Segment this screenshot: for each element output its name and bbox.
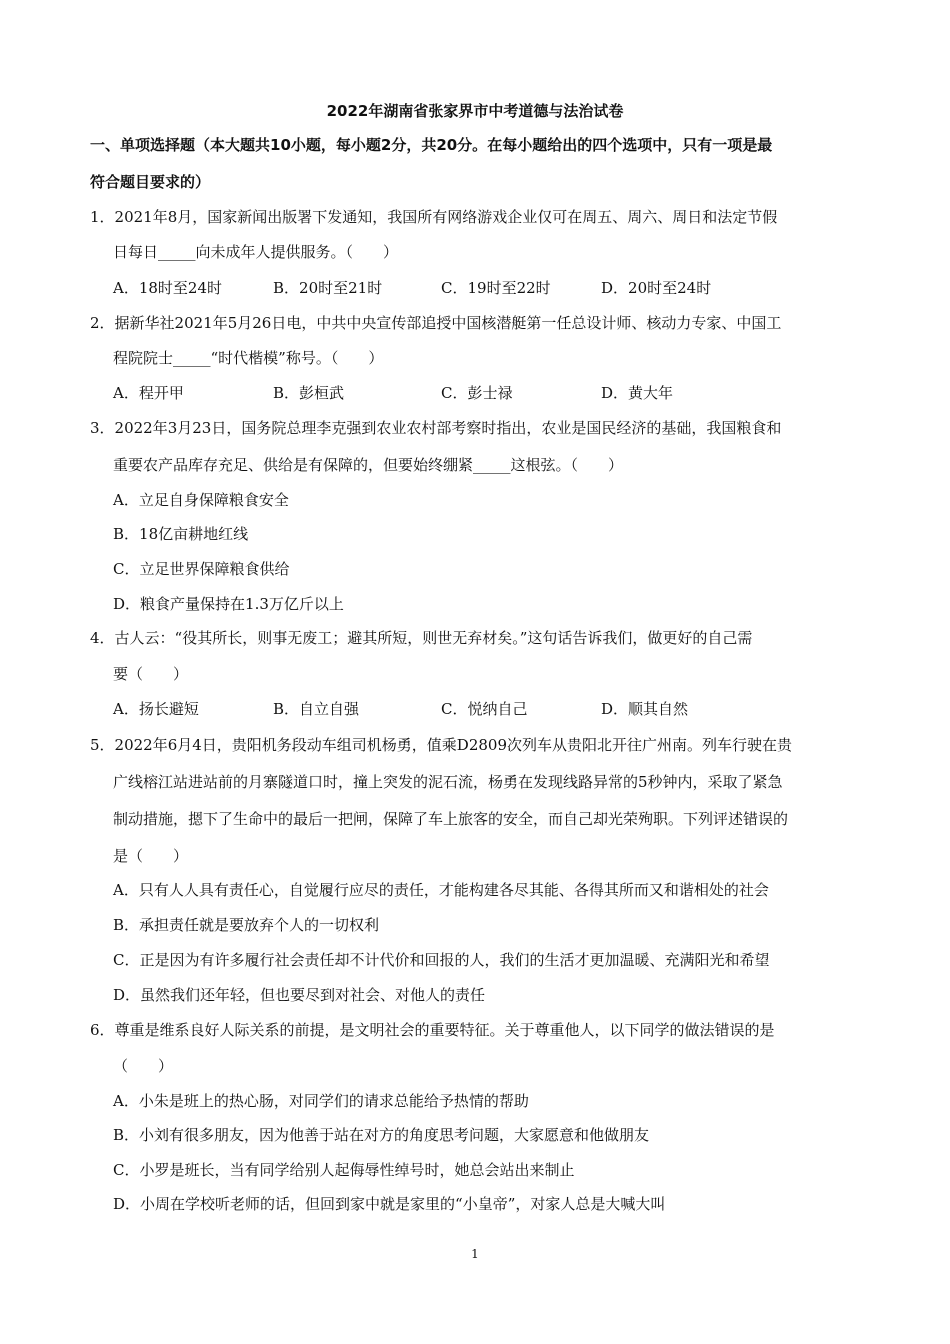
question-5-stem-cont-3: 是（ ） (113, 847, 189, 865)
section-heading: 一、单项选择题（本大题共10小题，每小题2分，共20分。在每小题给出的四个选项中，只有一项是最 (90, 136, 773, 154)
question-1-stem-cont: 日每日_____向未成年人提供服务。（ ） (113, 243, 399, 261)
question-6-option-c: C．小罗是班长，当有同学给别人起侮辱性绰号时，她总会站出来制止 (113, 1161, 575, 1179)
question-1-option-a: A．18时至24时 (113, 279, 223, 297)
section-heading-cont: 符合题目要求的） (90, 173, 211, 191)
question-1-option-c: C．19时至22时 (441, 279, 551, 297)
question-6-option-a: A．小朱是班上的热心肠，对同学们的请求总能给予热情的帮助 (113, 1092, 529, 1110)
question-3-option-a: A．立足自身保障粮食安全 (113, 491, 289, 509)
question-6-stem-cont: （ ） (113, 1057, 174, 1075)
question-2-option-b: B．彭桓武 (273, 384, 345, 402)
question-5-stem: 5．2022年6月4日，贵阳机务段动车组司机杨勇，值乘D2809次列车从贵阳北开往广州南。列车行驶在贵 (90, 736, 793, 754)
question-3-option-c: C．立足世界保障粮食供给 (113, 560, 290, 578)
question-1-stem: 1．2021年8月，国家新闻出版署下发通知，我国所有网络游戏企业仅可在周五、周六、周日和法定节假 (90, 208, 778, 226)
question-6-option-d: D．小周在学校听老师的话，但回到家中就是家里的“小皇帝”，对家人总是大喊大叫 (113, 1195, 666, 1213)
question-5-option-a: A．只有人人具有责任心，自觉履行应尽的责任，才能构建各尽其能、各得其所而又和谐相处的社会 (113, 881, 769, 899)
question-6-stem: 6．尊重是维系良好人际关系的前提，是文明社会的重要特征。关于尊重他人，以下同学的做法错误的是 (90, 1021, 775, 1039)
question-5-option-b: B．承担责任就是要放弃个人的一切权利 (113, 916, 380, 934)
question-2-stem-cont: 程院院士_____“时代楷模”称号。（ ） (113, 349, 384, 367)
question-2-option-c: C．彭士禄 (441, 384, 513, 402)
question-2-stem: 2．据新华社2021年5月26日电，中共中央宣传部追授中国核潜艇第一任总设计师、核动力专家、中国工 (90, 314, 782, 332)
question-5-option-d: D．虽然我们还年轻，但也要尽到对社会、对他人的责任 (113, 986, 486, 1004)
question-4-stem-cont: 要（ ） (113, 665, 189, 683)
page-number: 1 (471, 1247, 479, 1261)
question-4-stem: 4．古人云：“役其所长，则事无废工；避其所短，则世无弃材矣。”这句话告诉我们，做更好的自己需 (90, 629, 753, 647)
question-4-option-d: D．顺其自然 (601, 700, 689, 718)
question-3-option-d: D．粮食产量保持在1.3万亿斤以上 (113, 595, 344, 613)
exam-title: 2022年湖南省张家界市中考道德与法治试卷 (326, 102, 624, 120)
question-5-stem-cont-2: 制动措施，摁下了生命中的最后一把闸，保障了车上旅客的安全，而自己却光荣殉职。下列评述错误的 (113, 810, 789, 828)
question-3-stem-cont: 重要农产品库存充足、供给是有保障的，但要始终绷紧_____这根弦。（ ） (113, 456, 624, 474)
question-4-option-b: B．自立自强 (273, 700, 360, 718)
question-4-option-c: C．悦纳自己 (441, 700, 528, 718)
question-3-option-b: B．18亿亩耕地红线 (113, 525, 249, 543)
question-4-option-a: A．扬长避短 (113, 700, 199, 718)
question-1-option-d: D．20时至24时 (601, 279, 712, 297)
question-2-option-d: D．黄大年 (601, 384, 674, 402)
question-2-option-a: A．程开甲 (113, 384, 184, 402)
question-5-option-c: C．正是因为有许多履行社会责任却不计代价和回报的人，我们的生活才更加温暖、充满阳光和希望 (113, 951, 770, 969)
question-3-stem: 3．2022年3月23日，国务院总理李克强到农业农村部考察时指出，农业是国民经济的基础，我国粮食和 (90, 419, 782, 437)
question-1-option-b: B．20时至21时 (273, 279, 383, 297)
question-5-stem-cont-1: 广线榕江站进站前的月寨隧道口时，撞上突发的泥石流，杨勇在发现线路异常的5秒钟内，采取了紧急 (113, 773, 783, 791)
question-6-option-b: B．小刘有很多朋友，因为他善于站在对方的角度思考问题，大家愿意和他做朋友 (113, 1126, 650, 1144)
